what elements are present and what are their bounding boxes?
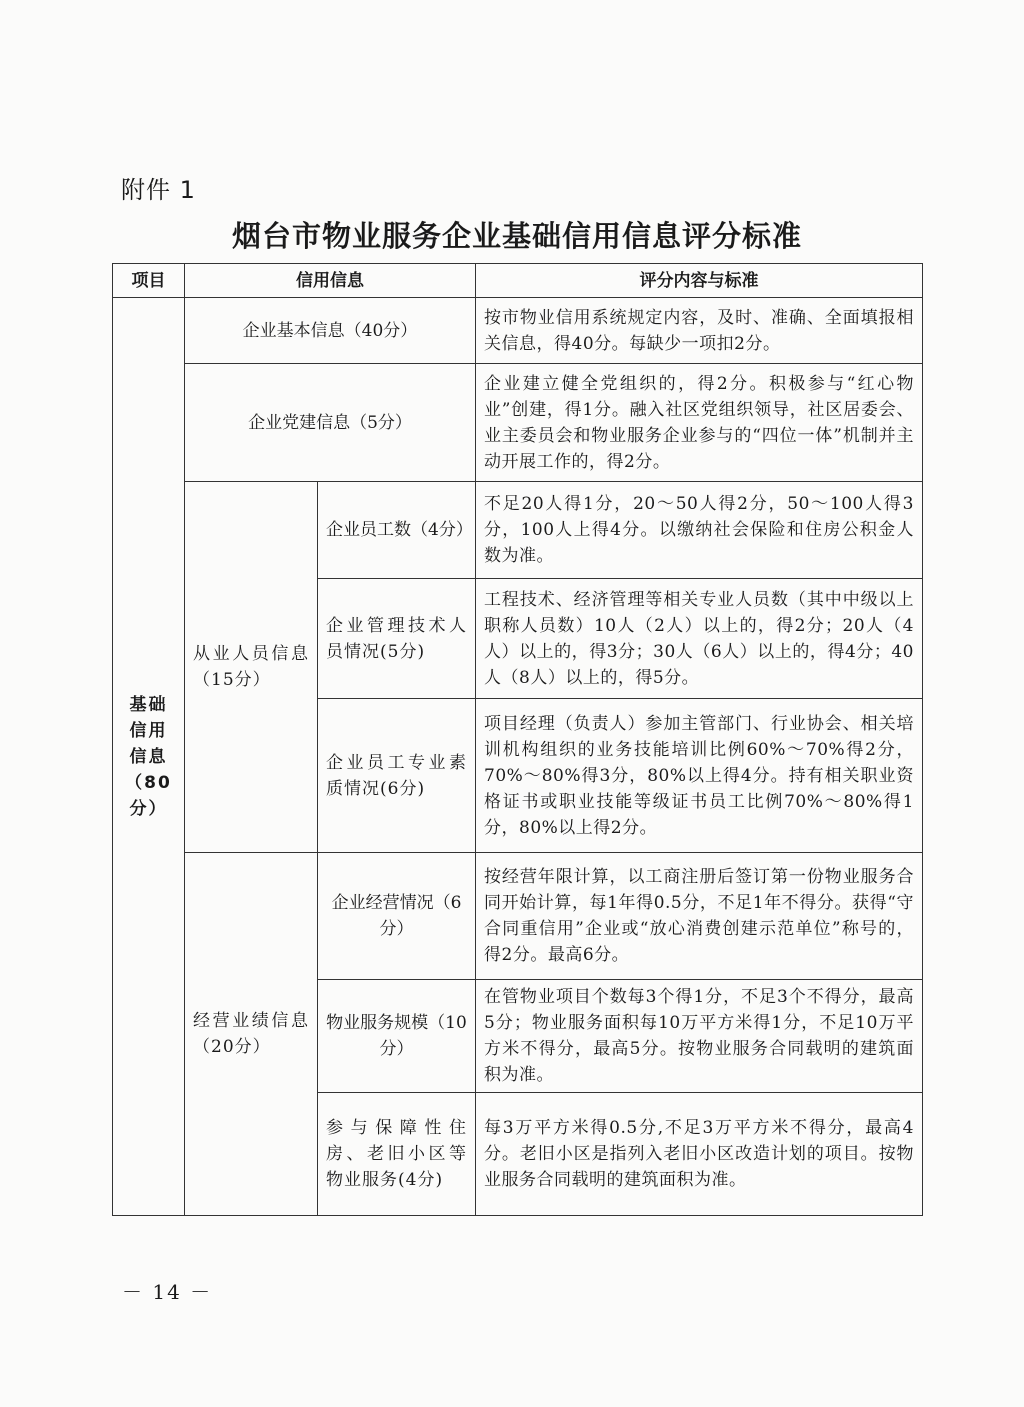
group-cell: 经营业绩信息（20分）: [185, 853, 318, 1216]
info-cell: 企业基本信息（40分）: [185, 298, 476, 364]
criteria-cell: 项目经理（负责人）参加主管部门、行业协会、相关培训机构组织的业务技能培训比例60%～70%得2分，70%～80%得3分，80%以上得4分。持有相关职业资格证书或职业技能等级证书员工比例70%～80%得1分，80%以上得2分。: [476, 699, 923, 853]
header-criteria: 评分内容与标准: [476, 264, 923, 298]
header-project: 项目: [113, 264, 185, 298]
document-title: 烟台市物业服务企业基础信用信息评分标准: [231, 219, 802, 253]
table-header-row: [113, 264, 923, 298]
table-row: [113, 298, 923, 364]
sub-info-cell: 物业服务规模（10分）: [318, 980, 476, 1093]
sub-info-cell: 企业管理技术人员情况(5分): [318, 579, 476, 699]
criteria-cell: 不足20人得1分，20～50人得2分，50～100人得3分，100人上得4分。以缴纳社会保险和住房公积金人数为准。: [476, 482, 923, 579]
table-row: [113, 482, 923, 579]
criteria-cell: 按市物业信用系统规定内容，及时、准确、全面填报相关信息，得40分。每缺少一项扣2分。: [476, 298, 923, 364]
criteria-cell: 企业建立健全党组织的，得2分。积极参与“红心物业”创建，得1分。融入社区党组织领导，社区居委会、业主委员会和物业服务企业参与的“四位一体”机制并主动开展工作的，得2分。: [476, 364, 923, 482]
criteria-cell: 在管物业项目个数每3个得1分，不足3个不得分，最高5分；物业服务面积每10万平方米得1分，不足10万平方米不得分，最高5分。按物业服务合同载明的建筑面积为准。: [476, 980, 923, 1093]
group-cell: 从业人员信息（15分）: [185, 482, 318, 853]
sub-info-cell: 企业员工专业素质情况(6分): [318, 699, 476, 853]
category-cell: 基础信用信息（80分）: [113, 298, 185, 1216]
scoring-table: [112, 263, 923, 1216]
table-row: [113, 853, 923, 980]
criteria-cell: 工程技术、经济管理等相关专业人员数（其中中级以上职称人员数）10人（2人）以上的，得2分；20人（4人）以上的，得3分；30人（6人）以上的，得4分；40人（8人）以上的，得5分。: [476, 579, 923, 699]
criteria-cell: 每3万平方米得0.5分,不足3万平方米不得分，最高4分。老旧小区是指列入老旧小区改造计划的项目。按物业服务合同载明的建筑面积为准。: [476, 1093, 923, 1216]
attachment-label: 附件 1: [121, 176, 196, 204]
table-row: [113, 364, 923, 482]
sub-info-cell: 企业经营情况（6分）: [318, 853, 476, 980]
info-cell: 企业党建信息（5分）: [185, 364, 476, 482]
page-number: － 14 －: [122, 1280, 213, 1304]
sub-info-cell: 参与保障性住房、老旧小区等物业服务(4分): [318, 1093, 476, 1216]
header-credit-info: 信用信息: [185, 264, 476, 298]
criteria-cell: 按经营年限计算，以工商注册后签订第一份物业服务合同开始计算，每1年得0.5分，不足1年不得分。获得“守合同重信用”企业或“放心消费创建示范单位”称号的，得2分。最高6分。: [476, 853, 923, 980]
sub-info-cell: 企业员工数（4分）: [318, 482, 476, 579]
